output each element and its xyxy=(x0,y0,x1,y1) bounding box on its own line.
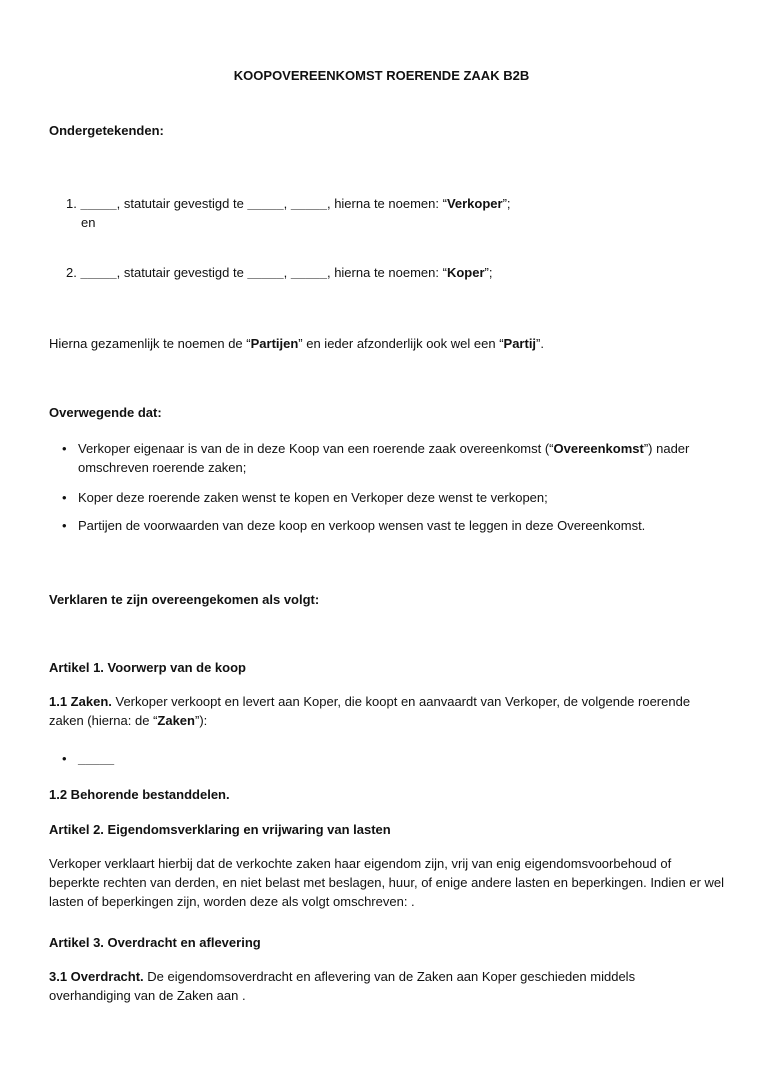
bullet-icon: • xyxy=(62,490,67,505)
term-zaken: Zaken xyxy=(157,713,195,728)
clause-label: 3.1 Overdracht. xyxy=(49,969,144,984)
text: Verkoper verkoopt en levert aan Koper, die koopt en aanvaardt van Verkoper, de volgende roerende zaken (hierna: de “ xyxy=(49,694,691,728)
party-2 xyxy=(66,263,723,282)
blank-registration: _____ xyxy=(290,265,327,280)
whereas-item xyxy=(62,516,723,535)
blank-goods: _____ xyxy=(78,751,115,766)
term-partij: Partij xyxy=(503,336,537,351)
text: , statutair gevestigd te xyxy=(116,196,248,211)
parties-definition xyxy=(49,334,723,353)
blank-name: _____ xyxy=(80,196,117,211)
blank-registration: _____ xyxy=(290,196,327,211)
text: ”) nader omschreven roerende zaken; xyxy=(78,441,690,475)
clause-1-1 xyxy=(49,692,708,730)
item-number: 1. xyxy=(66,196,77,211)
text: Partijen de voorwaarden van deze koop en verkoop wensen vast te leggen in deze Overeenkomst. xyxy=(78,518,646,533)
text: , hierna te noemen: “ xyxy=(326,196,447,211)
article-1-heading: Artikel 1. Voorwerp van de koop xyxy=(49,660,246,675)
clause-label: 1.1 Zaken. xyxy=(49,694,112,709)
term-partijen: Partijen xyxy=(250,336,299,351)
clause-3-1 xyxy=(49,967,703,1005)
blank-city: _____ xyxy=(247,265,284,280)
parties-heading: Ondergetekenden: xyxy=(49,123,164,138)
term-overeenkomst: Overeenkomst xyxy=(553,441,644,456)
article-3-heading: Artikel 3. Overdracht en aflevering xyxy=(49,935,261,950)
article-2-heading: Artikel 2. Eigendomsverklaring en vrijwaring van lasten xyxy=(49,822,391,837)
whereas-item xyxy=(62,439,703,477)
text: Hierna gezamenlijk te noemen de “ xyxy=(49,336,251,351)
blank-name: _____ xyxy=(80,265,117,280)
whereas-item xyxy=(62,488,723,507)
text: ”; xyxy=(502,196,511,211)
text: Verkoper eigenaar is van de in deze Koop van een roerende zaak overeenkomst (“ xyxy=(78,441,554,456)
article-2-text: Verkoper verklaart hierbij dat de verkochte zaken haar eigendom zijn, vrij van enig eigendomsvoorbehoud of beperkte rechten van derden, en niet belast met beslagen, huur, of enige andere lasten en beperkingen. Indien er wel lasten of beperkingen zijn, worden deze als volgt omschreven: . xyxy=(49,856,725,909)
conjunction-en: en xyxy=(81,215,96,230)
text: ”): xyxy=(194,713,208,728)
role-seller: Verkoper xyxy=(446,196,503,211)
bullet-icon: • xyxy=(62,518,67,533)
text: De eigendomsoverdracht en aflevering van de Zaken aan Koper geschieden middels overhandiging van de Zaken aan . xyxy=(49,969,636,1003)
text: ” en ieder afzonderlijk ook wel een “ xyxy=(298,336,504,351)
text: Koper deze roerende zaken wenst te kopen en Verkoper deze wenst te verkopen; xyxy=(78,490,548,505)
declaration-heading: Verklaren te zijn overeengekomen als volgt: xyxy=(49,592,320,607)
blank-city: _____ xyxy=(247,196,284,211)
text: ”; xyxy=(484,265,493,280)
bullet-icon: • xyxy=(62,441,67,456)
text: , statutair gevestigd te xyxy=(116,265,248,280)
whereas-heading: Overwegende dat: xyxy=(49,405,162,420)
party-1 xyxy=(66,194,723,232)
clause-1-2: 1.2 Behorende bestanddelen. xyxy=(49,787,230,802)
text: , xyxy=(283,265,291,280)
text: , hierna te noemen: “ xyxy=(326,265,447,280)
document-title: KOOPOVEREENKOMST ROERENDE ZAAK B2B xyxy=(233,68,530,83)
goods-item xyxy=(62,749,723,768)
role-buyer: Koper xyxy=(446,265,485,280)
item-number: 2. xyxy=(66,265,77,280)
text: ”. xyxy=(536,336,544,351)
text: , xyxy=(283,196,291,211)
bullet-icon: • xyxy=(62,751,67,766)
